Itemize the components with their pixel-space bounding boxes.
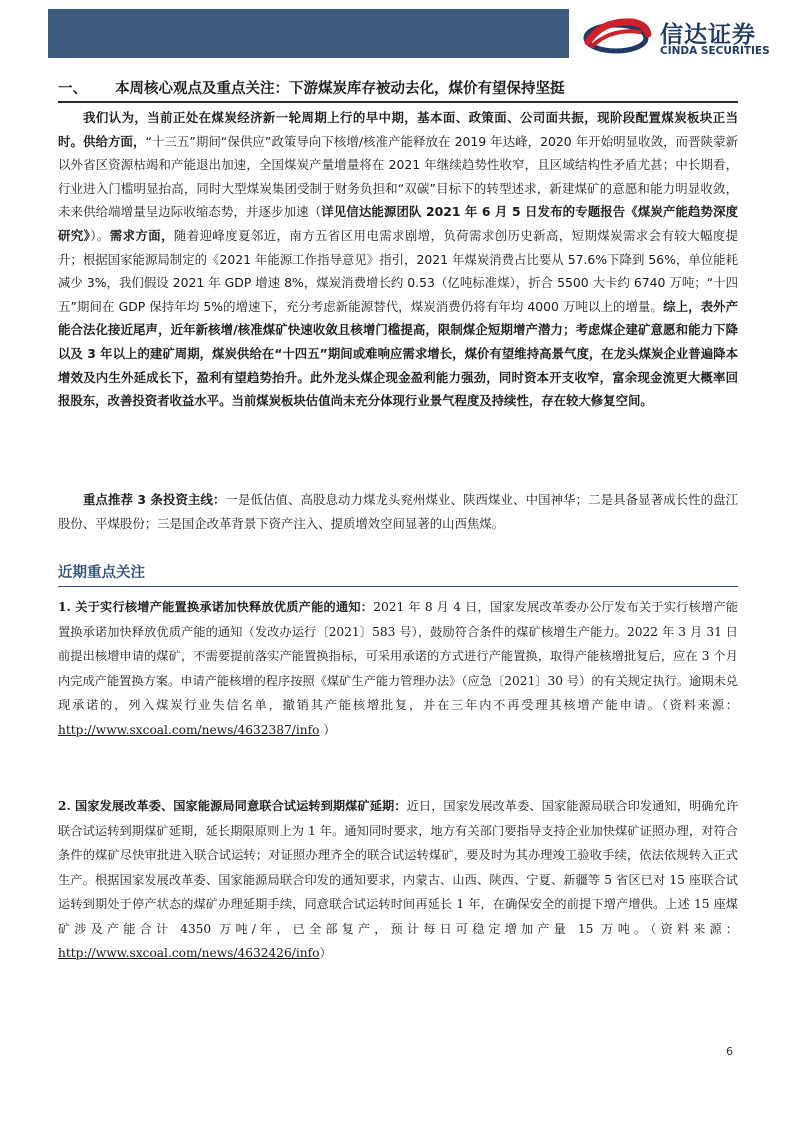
cinda-logo-mark-icon [582, 16, 654, 56]
section-title-main: 下游煤炭库存被动去化，煤价有望保持坚挺 [289, 81, 565, 97]
focus-item-1-title: 1. 关于实行核增产能置换承诺加快释放优质产能的通知： [58, 600, 374, 614]
core-view-bold-3: 需求方面， [109, 227, 174, 243]
investment-lines-bold: 重点推荐 3 条投资主线： [83, 492, 226, 507]
core-view-bold-1: 我们认为，当前正处在煤炭经济新一轮周期上行的早中期，基本面、政策面、公司面共振，现阶段配置煤炭板块正当时。供给方面， [58, 110, 738, 149]
focus-item-1 [58, 595, 738, 742]
recent-focus-divider [58, 586, 738, 587]
focus-item-2-source-link[interactable]: http://www.sxcoal.com/news/4632426/info [58, 946, 320, 960]
investment-lines-text: 一是低估值、高股息动力煤龙头兖州煤业、陕西煤业、中国神华；二是具备显著成长性的盘江股份、平煤股份；三是国企改革背景下资产注入、提质增效空间显著的山西焦煤。 [58, 492, 738, 531]
logo-chinese-name: 信达证券 [660, 22, 756, 48]
logo-english-name: CINDA SECURITIES [660, 45, 770, 57]
focus-item-1-source-link[interactable]: http://www.sxcoal.com/news/4632387/info [58, 722, 320, 737]
core-view-text-2: ）。 [90, 227, 110, 243]
core-view-text-1: “十三五”期间“保供应”政策导向下核增/核准产能释放在 2019 年达峰，2020 年开始明显收敛，而晋陕蒙新以外省区资源枯竭和产能退出加速，全国煤炭产量增量将在 2021 年继续趋势性收窄，且区域结构性矛盾尤甚；中长期看，行业进入门槛明显抬高，同时大型煤炭集团受制于财务负担和“双碳”目标下的转型述求，新建煤矿的意愿和能力明显收敛，未来供给端增量呈边际收缩态势，并逐步加速（ [58, 133, 739, 220]
focus-item-2-end: ） [319, 946, 332, 960]
focus-item-1-end: ） [319, 722, 336, 737]
section-divider [58, 101, 738, 103]
core-view-bold-2: 详见信达能源团队 2021 年 6 月 5 日发布的专题报告《煤炭产能趋势深度研究》 [58, 204, 738, 243]
investment-lines-paragraph [58, 488, 738, 535]
section-number: 一、 [58, 81, 87, 97]
core-view-paragraph [58, 106, 738, 413]
focus-item-1-body: 2021 年 8 月 4 日，国家发展改革委办公厅发布关于实行核增产能置换承诺加快释放优质产能的通知（发改办运行〔2021〕583 号），鼓励符合条件的煤矿核增生产能力。2022 年 3 月 31 日前提出核增申请的煤矿，不需要提前落实产能置换指标，可采用承诺的方式进行产能置换，取得产能核增批复后，应在 3 个月内完成产能置换方案。申请产能核增的程序按照《煤矿生产能力管理办法》（应急〔2021〕30 号）的有关规定执行。逾期未兑现承诺的，列入煤炭行业失信名单，撤销其产能核增批复，并在三年内不再受理其核增产能申请。（资料来源： [58, 600, 738, 712]
focus-item-2-title: 2. 国家发展改革委、国家能源局同意联合试运转到期煤矿延期： [58, 799, 407, 813]
recent-focus-title: 近期重点关注 [58, 565, 145, 581]
section-title [58, 77, 738, 98]
core-view-bold-4: 综上，表外产能合法化接近尾声，近年新核增/核准煤矿快速收敛且核增门槛提高，限制煤企短期增产潜力；考虑煤企建矿意愿和能力下降以及 3 年以上的建矿周期，煤炭供给在“十四五”期间或难响应需求增长，煤价有望维持高景气度，在龙头煤炭企业普遍降本增效及内生外延成长下，盈利有望趋势抬升。此外龙头煤企现金盈利能力强劲，同时资本开支收窄，富余现金流更大概率回报股东，改善投资者收益水平。当前煤炭板块估值尚未充分体现行业景气程度及持续性，存在较大修复空间。 [58, 298, 739, 409]
header-bar [48, 9, 569, 58]
section-title-prefix: 本周核心观点及重点关注： [115, 81, 289, 97]
cinda-logo [582, 14, 782, 58]
page-number: 6 [726, 1045, 733, 1058]
focus-item-2-body: 近日，国家发展改革委、国家能源局联合印发通知，明确允许联合试运转到期煤矿延期，延长期限原则上为 1 年。通知同时要求，地方有关部门要指导支持企业加快煤矿证照办理，对符合条件的煤矿尽快审批进入联合试运转；对证照办理齐全的联合试运转煤矿，要及时为其办理竣工验收手续，依法依规转入正式生产。根据国家发展改革委、国家能源局联合印发的通知要求，内蒙古、山西、陕西、宁夏、新疆等 5 省区已对 15 座联合试运转到期处于停产状态的煤矿办理延期手续，同意联合试运转时间再延长 1 年，在确保安全的前提下增产增供。上述 15 座煤矿涉及产能合计 4350 万吨/年，已全部复产，预计每日可稳定增加产量 15 万吨。（资料来源： [58, 799, 739, 936]
focus-item-2 [58, 794, 738, 966]
core-view-text-3: 随着迎峰度夏邻近，南方五省区用电需求剧增，负荷需求创历史新高，短期煤炭需求会有较大幅度提升；根据国家能源局制定的《2021 年能源工作指导意见》指引，2021 年煤炭消费占比要从 57.6%下降到 56%，单位能耗减少 3%，我们假设 2021 年 GDP 增速 8%，煤炭消费增长约 0.53（亿吨标准煤），折合 5500 大卡约 6740 万吨；“十四五”期间在 GDP 保持年均 5%的增速下，充分考虑新能源替代，煤炭消费仍将有年均 4000 万吨以上的增量。 [58, 227, 738, 314]
